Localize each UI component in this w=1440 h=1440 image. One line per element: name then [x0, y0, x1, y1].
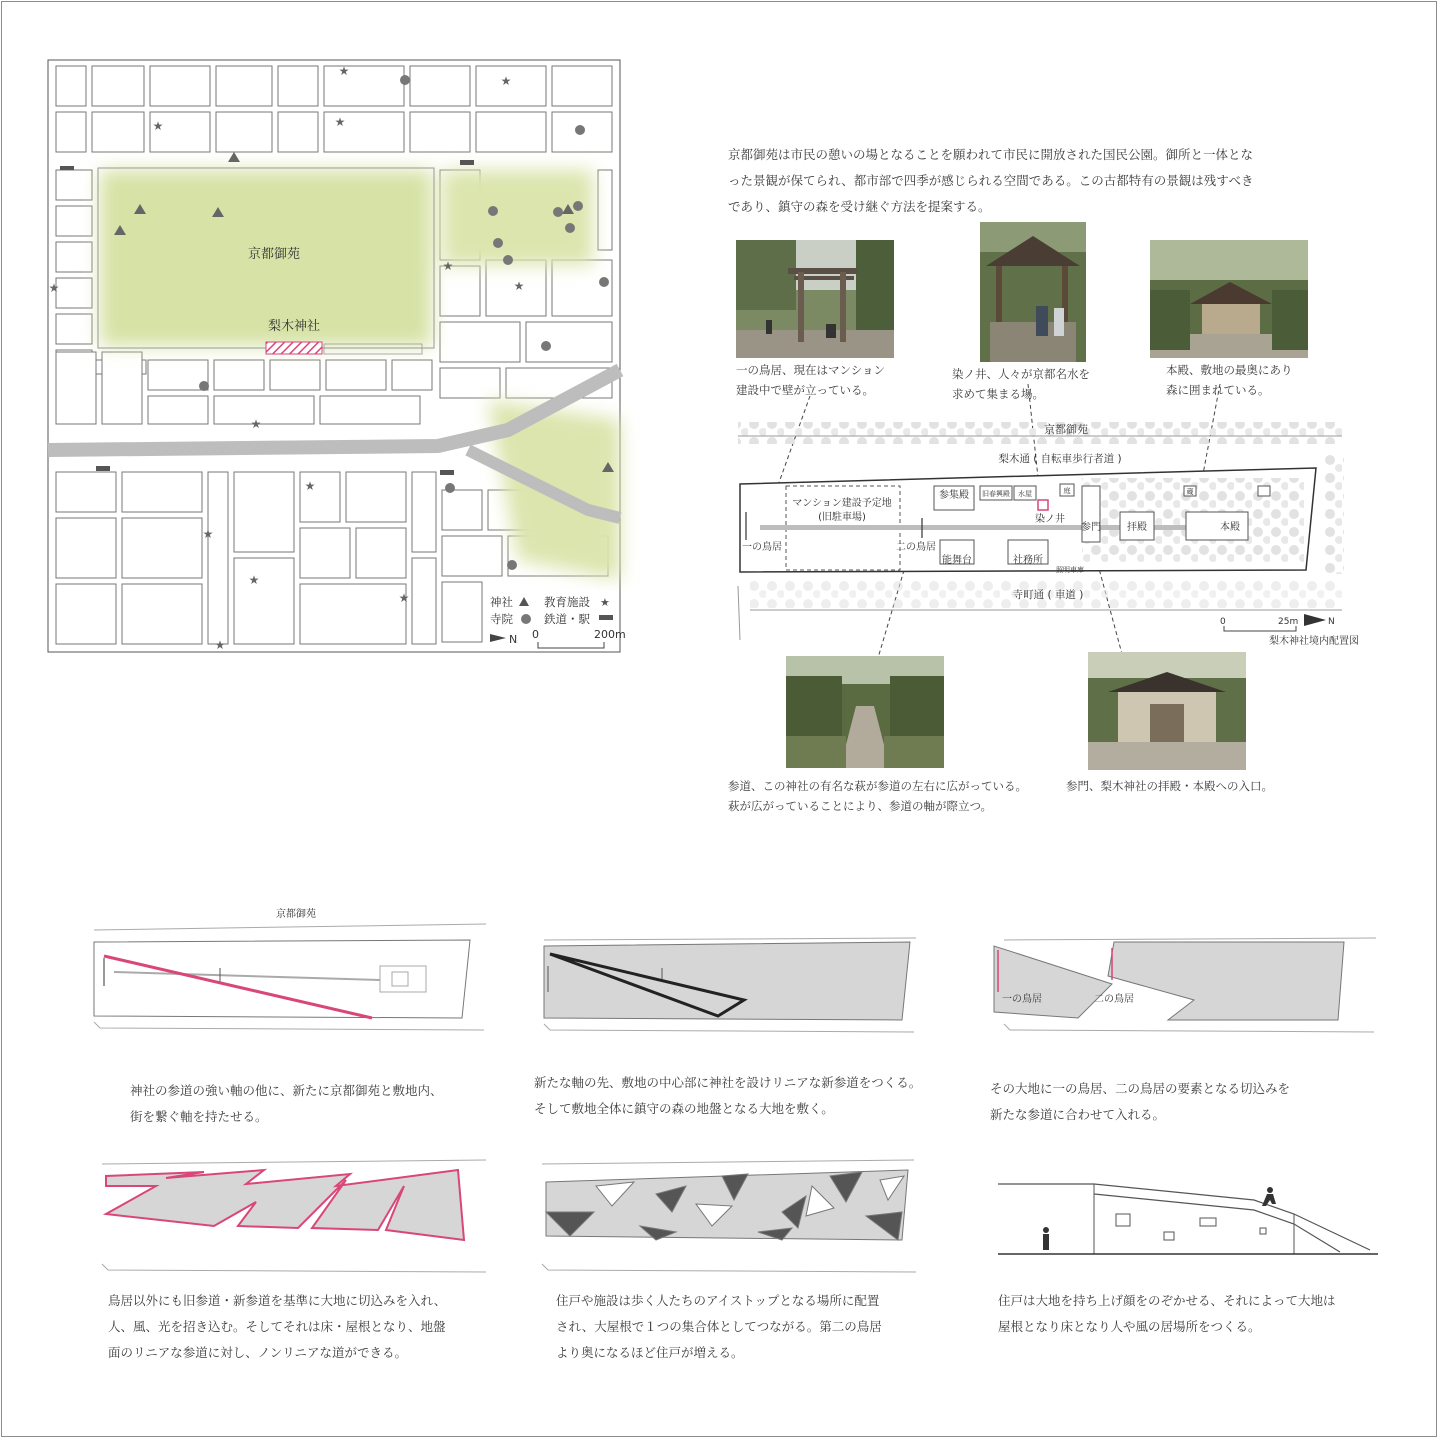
area-map	[48, 60, 626, 652]
diagram-3	[988, 920, 1382, 1034]
plan-small4: 照明車庫	[1056, 566, 1084, 574]
scale-end: 200m	[594, 628, 626, 641]
plan-sankaden: 参集殿	[939, 490, 969, 501]
plan-haiden: 拝殿	[1127, 522, 1147, 533]
plan-small5: 蔵	[1186, 488, 1194, 496]
legend-temple: 寺院	[490, 612, 513, 626]
caption-honden	[1166, 360, 1326, 400]
svg-text:★: ★	[500, 74, 512, 88]
caption-line: 新たな軸の先、敷地の中心部に神社を設けリニアな新参道をつくる。	[534, 1075, 922, 1090]
diagram-2	[528, 920, 922, 1034]
caption-line: 神社の参道の強い軸の他に、新たに京都御苑と敷地内、	[130, 1083, 443, 1098]
caption-torii1	[736, 360, 916, 400]
plan-torii2: 二の鳥居	[896, 542, 936, 553]
caption-line: 参門、梨木神社の拝殿・本殿への入口。	[1066, 779, 1273, 793]
svg-text:★: ★	[304, 479, 316, 493]
caption-line: 萩が広がっていることにより、参道の軸が際立つ。	[728, 799, 993, 813]
diagram-4	[96, 1156, 492, 1276]
svg-text:★: ★	[250, 417, 262, 431]
walking-person-icon	[1262, 1187, 1276, 1206]
temple-legend-icon	[521, 614, 531, 624]
caption-line: され、大屋根で１つの集合体としてつながる。第二の鳥居	[556, 1319, 882, 1334]
svg-text:★: ★	[152, 119, 164, 133]
diagram-5	[536, 1156, 922, 1276]
caption-line: より奥になるほど住戸が増える。	[556, 1345, 744, 1360]
plan-somenoi: 染ノ井	[1035, 514, 1065, 525]
caption-line: その大地に一の鳥居、二の鳥居の要素となる切込みを	[990, 1081, 1291, 1096]
plan-scale-zero: 0	[1220, 617, 1226, 627]
plan-north: N	[1328, 617, 1335, 627]
caption-line: 一の鳥居、現在はマンション	[736, 363, 885, 377]
plan-mansion-1: マンション建設予定地	[792, 498, 892, 509]
plan-gyoen: 京都御苑	[1044, 423, 1088, 436]
svg-text:★: ★	[334, 115, 346, 129]
caption-diagram-5	[556, 1288, 936, 1366]
caption-line: 本殿、敷地の最奥にあり	[1166, 363, 1293, 377]
diagram-1-label: 京都御苑	[276, 909, 316, 920]
star-legend-icon: ★	[600, 596, 610, 609]
caption-line: 参道、この神社の有名な萩が参道の左右に広がっている。	[728, 779, 1027, 793]
legend-shrine: 神社	[490, 595, 513, 609]
plan-small3: 庭	[1063, 487, 1071, 495]
legend-railway: 鉄道・駅	[544, 612, 590, 626]
photo-sando	[786, 656, 944, 768]
diagram-3-torii2: 二の鳥居	[1094, 994, 1134, 1005]
caption-line: 新たな参道に合わせて入れる。	[990, 1107, 1166, 1122]
person-icon	[1043, 1227, 1049, 1250]
diagram-3-torii1: 一の鳥居	[1002, 994, 1042, 1005]
plan-nashinoki-road: 梨木通 ( 自転車歩行者道 )	[998, 453, 1122, 465]
plan-scale-end: 25m	[1278, 617, 1299, 627]
caption-line: 街を繋ぐ軸を持たせる。	[130, 1109, 268, 1124]
caption-line: 求めて集まる場。	[952, 387, 1044, 401]
intro-line: 京都御苑は市民の憩いの場となることを願われて市民に開放された国民公園。御所と一体とな	[728, 147, 1254, 162]
caption-sanmon	[1066, 776, 1306, 796]
plan-nogakudo: 能舞台	[942, 555, 972, 566]
intro-text	[728, 142, 1328, 220]
svg-text:★: ★	[442, 259, 454, 273]
caption-line: 住戸は大地を持ち上げ顔をのぞかせる、それによって大地は	[998, 1293, 1336, 1308]
caption-line: 人、風、光を招き込む。そしてそれは床・屋根となり、地盤	[108, 1319, 446, 1334]
caption-well	[952, 364, 1132, 404]
caption-line: 住戸や施設は歩く人たちのアイストップとなる場所に配置	[556, 1293, 880, 1308]
caption-diagram-4	[108, 1288, 508, 1366]
svg-text:★: ★	[338, 64, 350, 78]
caption-line: 建設中で壁が立っている。	[736, 383, 874, 397]
plan-small2: 水屋	[1018, 490, 1032, 498]
plan-torii1: 一の鳥居	[742, 542, 782, 553]
photo-sanmon	[1088, 652, 1246, 770]
caption-line: 屋根となり床となり人や風の居場所をつくる。	[998, 1319, 1261, 1334]
caption-diagram-3	[990, 1076, 1370, 1128]
caption-line: 森に囲まれている。	[1166, 383, 1270, 397]
legend-north: N	[509, 633, 518, 646]
caption-line: そして敷地全体に鎮守の森の地盤となる大地を敷く。	[534, 1101, 834, 1116]
diagram-1	[80, 900, 492, 1034]
scale-zero: 0	[532, 628, 539, 641]
svg-text:★: ★	[48, 281, 60, 295]
site-plan	[730, 400, 1359, 650]
intro-line: であり、鎮守の森を受け継ぐ方法を提案する。	[728, 199, 991, 214]
plan-teramachi-road: 寺町通 ( 車道 )	[1012, 589, 1084, 601]
plan-honden: 本殿	[1220, 522, 1240, 533]
caption-diagram-1	[130, 1078, 510, 1130]
photo-honden	[1150, 240, 1308, 358]
legend-education: 教育施設	[544, 595, 590, 609]
diagram-6	[994, 1176, 1380, 1260]
plan-mansion-2: (旧駐車場)	[818, 512, 866, 523]
caption-line: 染ノ井、人々が京都名水を	[952, 367, 1090, 381]
svg-text:★: ★	[513, 279, 525, 293]
railway-legend-icon	[599, 615, 613, 620]
plan-sanmon: 参門	[1081, 522, 1101, 533]
plan-north-arrow-icon	[1304, 614, 1326, 626]
svg-text:★: ★	[398, 591, 410, 605]
svg-text:★: ★	[214, 638, 226, 652]
caption-diagram-6	[998, 1288, 1398, 1340]
photo-well	[980, 222, 1086, 362]
caption-diagram-2	[534, 1070, 954, 1122]
caption-line: 鳥居以外にも旧参道・新参道を基準に大地に切込みを入れ、	[108, 1293, 447, 1308]
shrine-label: 梨木神社	[267, 319, 321, 334]
photo-torii1	[736, 240, 894, 358]
plan-title: 梨木神社境内配置図	[1269, 636, 1359, 647]
caption-sando	[728, 776, 1068, 816]
svg-text:★: ★	[202, 527, 214, 541]
park-label: 京都御苑	[247, 247, 301, 262]
plan-shamusho: 社務所	[1013, 555, 1043, 566]
intro-line: った景観が保てられ、都市部で四季が感じられる空間である。この古都特有の景観は残すべき	[728, 173, 1254, 188]
caption-line: 面のリニアな参道に対し、ノンリニアな道ができる。	[108, 1345, 408, 1360]
svg-text:★: ★	[248, 573, 260, 587]
plan-small1: 旧春興殿	[982, 490, 1010, 498]
